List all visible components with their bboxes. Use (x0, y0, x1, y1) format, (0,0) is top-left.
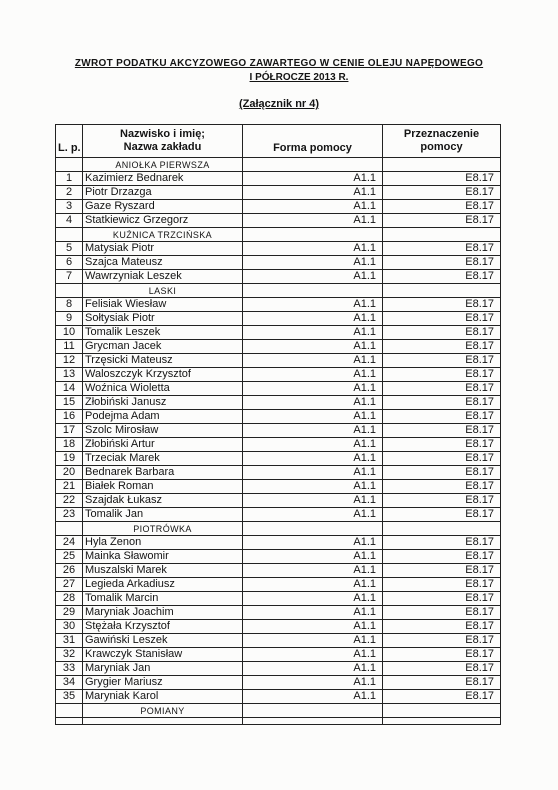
person-name: Legieda Arkadiusz (83, 578, 243, 592)
table-row (56, 648, 501, 662)
section-row (56, 228, 501, 242)
aid-destination: E8.17 (383, 438, 501, 452)
table-row (56, 480, 501, 494)
row-number: 8 (56, 298, 83, 312)
aid-form: A1.1 (243, 186, 383, 200)
aid-form: A1.1 (243, 480, 383, 494)
aid-form: A1.1 (243, 662, 383, 676)
aid-destination: E8.17 (383, 214, 501, 228)
attachment-label: (Załącznik nr 4) (238, 98, 320, 110)
table-row (56, 578, 501, 592)
table-row (56, 312, 501, 326)
person-name: Bednarek Barbara (83, 466, 243, 480)
aid-form: A1.1 (243, 452, 383, 466)
section-spacer (383, 158, 501, 172)
section-spacer (383, 522, 501, 536)
aid-form: A1.1 (243, 312, 383, 326)
row-number: 23 (56, 508, 83, 522)
aid-form: A1.1 (243, 494, 383, 508)
aid-form: A1.1 (243, 550, 383, 564)
person-name: Krawczyk Stanisław (83, 648, 243, 662)
aid-form: A1.1 (243, 578, 383, 592)
table-row (56, 186, 501, 200)
aid-form: A1.1 (243, 466, 383, 480)
table-row (56, 508, 501, 522)
aid-form: A1.1 (243, 410, 383, 424)
table-row (56, 424, 501, 438)
person-name: Złobiński Artur (83, 438, 243, 452)
row-number: 33 (56, 662, 83, 676)
section-name: ANIOŁKA PIERWSZA (83, 158, 243, 172)
aid-destination: E8.17 (383, 424, 501, 438)
aid-form: A1.1 (243, 620, 383, 634)
table-row (56, 298, 501, 312)
table-row (56, 354, 501, 368)
person-name: Maryniak Joachim (83, 606, 243, 620)
person-name: Szajdak Łukasz (83, 494, 243, 508)
row-number: 32 (56, 648, 83, 662)
aid-destination: E8.17 (383, 620, 501, 634)
person-name: Waloszczyk Krzysztof (83, 368, 243, 382)
aid-destination: E8.17 (383, 298, 501, 312)
row-number: 14 (56, 382, 83, 396)
person-name: Hyla Zenon (83, 536, 243, 550)
section-row (56, 158, 501, 172)
person-name: Piotr Drzazga (83, 186, 243, 200)
person-name: Złobiński Janusz (83, 396, 243, 410)
row-number: 18 (56, 438, 83, 452)
person-name: Podejma Adam (83, 410, 243, 424)
aid-destination: E8.17 (383, 368, 501, 382)
table-row (56, 382, 501, 396)
table-row (56, 242, 501, 256)
person-name: Woźnica Wioletta (83, 382, 243, 396)
empty-cell (243, 718, 383, 725)
table-row (56, 662, 501, 676)
table-row (56, 634, 501, 648)
aid-destination: E8.17 (383, 564, 501, 578)
table-row (56, 690, 501, 704)
row-number: 7 (56, 270, 83, 284)
section-spacer (243, 522, 383, 536)
document-title: ZWROT PODATKU AKCYZOWEGO ZAWARTEGO W CENIE OLEJU NAPĘDOWEGO (74, 58, 484, 69)
row-number: 29 (56, 606, 83, 620)
section-row (56, 522, 501, 536)
aid-form: A1.1 (243, 256, 383, 270)
table-row (56, 200, 501, 214)
aid-form: A1.1 (243, 676, 383, 690)
table-row (56, 214, 501, 228)
person-name: Felisiak Wiesław (83, 298, 243, 312)
aid-destination: E8.17 (383, 550, 501, 564)
row-number: 27 (56, 578, 83, 592)
aid-form: A1.1 (243, 298, 383, 312)
table-row (56, 606, 501, 620)
aid-destination: E8.17 (383, 242, 501, 256)
aid-form: A1.1 (243, 424, 383, 438)
header-name-line2: Nazwa zakładu (123, 141, 202, 153)
row-number: 2 (56, 186, 83, 200)
aid-form: A1.1 (243, 326, 383, 340)
table-row (56, 396, 501, 410)
section-row (56, 284, 501, 298)
aid-form: A1.1 (243, 242, 383, 256)
aid-destination: E8.17 (383, 200, 501, 214)
person-name: Szolc Mirosław (83, 424, 243, 438)
aid-destination: E8.17 (383, 480, 501, 494)
aid-form: A1.1 (243, 564, 383, 578)
row-number: 20 (56, 466, 83, 480)
person-name: Grycman Jacek (83, 340, 243, 354)
row-number: 26 (56, 564, 83, 578)
table-row (56, 620, 501, 634)
person-name: Matysiak Piotr (83, 242, 243, 256)
row-number: 19 (56, 452, 83, 466)
row-number: 24 (56, 536, 83, 550)
aid-form: A1.1 (243, 690, 383, 704)
header-name (83, 125, 243, 158)
header-lp: L. p. (56, 125, 83, 158)
aid-destination: E8.17 (383, 578, 501, 592)
person-name: Wawrzyniak Leszek (83, 270, 243, 284)
aid-destination: E8.17 (383, 256, 501, 270)
section-spacer (243, 704, 383, 718)
row-number: 30 (56, 620, 83, 634)
aid-destination: E8.17 (383, 452, 501, 466)
row-number: 25 (56, 550, 83, 564)
person-name: Tomalik Leszek (83, 326, 243, 340)
aid-form: A1.1 (243, 200, 383, 214)
person-name: Trzeciak Marek (83, 452, 243, 466)
aid-destination: E8.17 (383, 676, 501, 690)
aid-destination: E8.17 (383, 312, 501, 326)
table-row (56, 410, 501, 424)
aid-form: A1.1 (243, 648, 383, 662)
aid-form: A1.1 (243, 270, 383, 284)
aid-destination: E8.17 (383, 690, 501, 704)
table-header-row (56, 125, 501, 158)
table-row (56, 270, 501, 284)
table-row (56, 466, 501, 480)
person-name: Tomalik Marcin (83, 592, 243, 606)
aid-destination: E8.17 (383, 536, 501, 550)
header-destination (383, 125, 501, 158)
person-name: Stężała Krzysztof (83, 620, 243, 634)
aid-destination: E8.17 (383, 382, 501, 396)
aid-destination: E8.17 (383, 494, 501, 508)
aid-form: A1.1 (243, 382, 383, 396)
row-number: 35 (56, 690, 83, 704)
aid-destination: E8.17 (383, 270, 501, 284)
table-row (56, 172, 501, 186)
aid-destination: E8.17 (383, 466, 501, 480)
table-row (56, 256, 501, 270)
row-number: 3 (56, 200, 83, 214)
person-name: Mainka Sławomir (83, 550, 243, 564)
person-name: Gawiński Leszek (83, 634, 243, 648)
section-name: PIOTRÓWKA (83, 522, 243, 536)
table-body (56, 158, 501, 725)
document-subtitle: I PÓŁROCZE 2013 R. (249, 72, 349, 83)
person-name: Maryniak Jan (83, 662, 243, 676)
section-spacer (56, 522, 83, 536)
row-number: 34 (56, 676, 83, 690)
aid-destination: E8.17 (383, 186, 501, 200)
section-spacer (383, 284, 501, 298)
section-spacer (56, 284, 83, 298)
row-number: 28 (56, 592, 83, 606)
table-row (56, 550, 501, 564)
table-row (56, 438, 501, 452)
table-row (56, 592, 501, 606)
aid-table (55, 124, 501, 725)
person-name: Gaze Ryszard (83, 200, 243, 214)
header-name-line1: Nazwisko i imię; (120, 128, 205, 140)
empty-cell (83, 718, 243, 725)
table-row (56, 494, 501, 508)
row-number: 22 (56, 494, 83, 508)
table-row (56, 368, 501, 382)
section-name: KUŹNICA TRZCIŃSKA (83, 228, 243, 242)
section-spacer (56, 228, 83, 242)
header-dest-line1: Przeznaczenie (403, 128, 480, 140)
row-number: 1 (56, 172, 83, 186)
aid-destination: E8.17 (383, 340, 501, 354)
aid-form: A1.1 (243, 354, 383, 368)
section-spacer (56, 704, 83, 718)
table-row (56, 340, 501, 354)
row-number: 15 (56, 396, 83, 410)
aid-form: A1.1 (243, 606, 383, 620)
aid-destination: E8.17 (383, 354, 501, 368)
aid-form: A1.1 (243, 508, 383, 522)
aid-destination: E8.17 (383, 648, 501, 662)
row-number: 5 (56, 242, 83, 256)
section-spacer (383, 704, 501, 718)
row-number: 11 (56, 340, 83, 354)
row-number: 17 (56, 424, 83, 438)
aid-destination: E8.17 (383, 326, 501, 340)
row-number: 6 (56, 256, 83, 270)
person-name: Kazimierz Bednarek (83, 172, 243, 186)
section-spacer (243, 158, 383, 172)
header-form: Forma pomocy (243, 125, 383, 158)
row-number: 16 (56, 410, 83, 424)
person-name: Grygier Mariusz (83, 676, 243, 690)
aid-form: A1.1 (243, 592, 383, 606)
person-name: Statkiewicz Grzegorz (83, 214, 243, 228)
section-name: LASKI (83, 284, 243, 298)
row-number: 12 (56, 354, 83, 368)
table-row (56, 452, 501, 466)
section-spacer (56, 158, 83, 172)
person-name: Białek Roman (83, 480, 243, 494)
aid-form: A1.1 (243, 340, 383, 354)
aid-destination: E8.17 (383, 606, 501, 620)
aid-destination: E8.17 (383, 410, 501, 424)
table-row (56, 326, 501, 340)
person-name: Trzęsicki Mateusz (83, 354, 243, 368)
person-name: Sołtysiak Piotr (83, 312, 243, 326)
row-number: 9 (56, 312, 83, 326)
aid-destination: E8.17 (383, 508, 501, 522)
row-number: 10 (56, 326, 83, 340)
section-spacer (243, 284, 383, 298)
aid-form: A1.1 (243, 438, 383, 452)
person-name: Maryniak Karol (83, 690, 243, 704)
aid-form: A1.1 (243, 172, 383, 186)
aid-form: A1.1 (243, 396, 383, 410)
person-name: Tomalik Jan (83, 508, 243, 522)
person-name: Szajca Mateusz (83, 256, 243, 270)
aid-form: A1.1 (243, 368, 383, 382)
row-number: 13 (56, 368, 83, 382)
aid-destination: E8.17 (383, 592, 501, 606)
section-spacer (383, 228, 501, 242)
aid-destination: E8.17 (383, 662, 501, 676)
aid-form: A1.1 (243, 634, 383, 648)
aid-form: A1.1 (243, 536, 383, 550)
person-name: Muszalski Marek (83, 564, 243, 578)
table-row (56, 564, 501, 578)
row-number: 21 (56, 480, 83, 494)
aid-destination: E8.17 (383, 396, 501, 410)
table-row (56, 676, 501, 690)
empty-cell (56, 718, 83, 725)
aid-form: A1.1 (243, 214, 383, 228)
empty-cell (383, 718, 501, 725)
row-number: 4 (56, 214, 83, 228)
section-name: POMIANY (83, 704, 243, 718)
empty-row (56, 718, 501, 725)
header-dest-line2: pomocy (420, 141, 463, 153)
section-row (56, 704, 501, 718)
aid-destination: E8.17 (383, 172, 501, 186)
table-row (56, 536, 501, 550)
row-number: 31 (56, 634, 83, 648)
aid-destination: E8.17 (383, 634, 501, 648)
section-spacer (243, 228, 383, 242)
